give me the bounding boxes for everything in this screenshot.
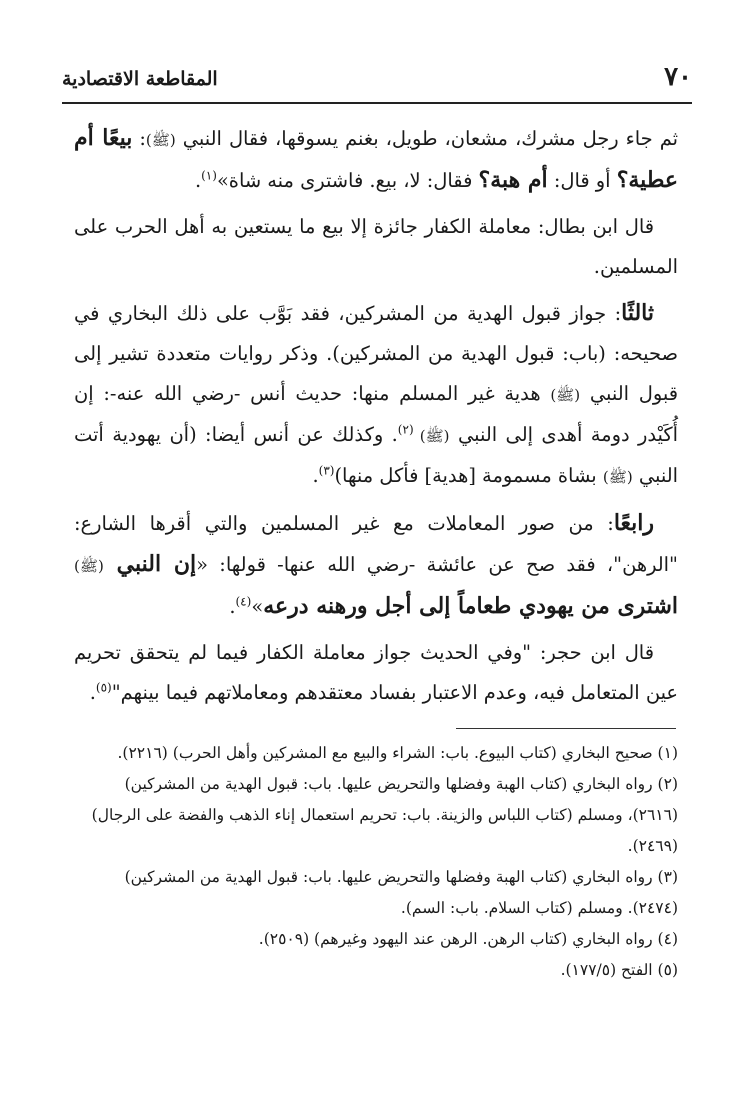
p3-lead: ثالثًا <box>621 300 654 326</box>
footnote-label: (٤) <box>657 930 678 948</box>
p3-text-1: : جواز قبول الهدية من المشركين، فقد بَوَّب على ذلك البخاري في صحيحه: (باب: قبول الهدية من المشركين). وذكر روايات متعددة تشير إلى قبول النبي <box>74 302 679 405</box>
salutation-mark: (ﷺ) <box>419 427 450 445</box>
footnote-text: رواه البخاري (كتاب الهبة وفضلها والتحريض عليها. باب: قبول الهدية من المشركين) (٢٤٧٤). ومسلم (كتاب السلام. باب: السم). <box>124 868 678 917</box>
paragraph-4 <box>74 503 678 627</box>
footnote-ref-5[interactable]: (٥) <box>95 680 112 695</box>
footnote-label: (٥) <box>657 961 678 979</box>
salutation-mark: (ﷺ) <box>74 557 104 575</box>
footnotes <box>74 738 678 986</box>
running-title: المقاطعة الاقتصادية <box>62 68 218 90</box>
footnote-4 <box>74 924 678 955</box>
footnote-1 <box>74 738 678 769</box>
page-number: ٧٠ <box>664 62 692 92</box>
footnote-text: الفتح (١٧٧/٥). <box>560 961 653 979</box>
salutation-mark: (ﷺ) <box>145 131 176 149</box>
footnote-ref-2[interactable]: (٢) <box>397 422 420 437</box>
footnote-label: (١) <box>657 744 678 762</box>
footnote-3 <box>74 862 678 924</box>
p1-text-3: أو قال: <box>547 169 617 192</box>
main-text <box>74 118 678 719</box>
footnote-ref-4[interactable]: (٤) <box>235 594 252 609</box>
footnote-text: صحيح البخاري (كتاب البيوع. باب: الشراء والبيع مع المشركين وأهل الحرب) (٢٢١٦). <box>117 744 653 762</box>
footnote-label: (٢) <box>657 775 678 793</box>
p1-text-2: : <box>132 127 146 150</box>
paragraph-2: قال ابن بطال: معاملة الكفار جائزة إلا بيع ما يستعين به أهل الحرب على المسلمين. <box>74 215 678 278</box>
footnote-label: (٣) <box>657 868 678 886</box>
paragraph-3 <box>74 293 678 497</box>
p3-text-4: بشاة مسمومة [هدية] فأكل منها) <box>334 464 603 487</box>
p1-text-1: ثم جاء رجل مشرك، مشعان، طويل، بغنم يسوقها، فقال النبي <box>175 127 678 150</box>
p3-text-5: . <box>312 464 319 487</box>
page-header <box>62 62 692 104</box>
footnote-ref-1[interactable]: (١) <box>201 168 217 183</box>
p1-text-4: فقال: لا، بيع. فاشترى منه شاة» <box>216 169 479 192</box>
p4-text-3: . <box>229 595 236 618</box>
footnote-divider <box>456 728 676 729</box>
p4-text-1: : من صور المعاملات مع غير المسلمين والتي أقرها الشارع: "الرهن"، فقد صح عن عائشة -رضي الله عنها- قولها: « <box>74 512 678 576</box>
p4-bold-1: إن النبي <box>103 551 197 577</box>
footnote-2 <box>74 769 678 862</box>
p1-text-5: . <box>194 169 202 192</box>
p3-text-2: هدية غير المسلم منها: حديث أنس -رضي الله عنه-: إن أُكَيْدر دومة أهدى إلى النبي <box>74 382 679 446</box>
footnote-5 <box>74 955 678 986</box>
salutation-mark: (ﷺ) <box>602 468 633 486</box>
salutation-mark: (ﷺ) <box>550 386 581 404</box>
p5-text-2: . <box>89 681 96 704</box>
paragraph-1 <box>74 118 678 201</box>
p1-bold-1: بيعًا أم عطية؟ <box>74 125 678 193</box>
paragraph-5 <box>74 633 678 713</box>
p4-text-2: » <box>251 595 264 618</box>
p4-lead: رابعًا <box>613 510 654 536</box>
footnote-text: رواه البخاري (كتاب الرهن. الرهن عند اليهود وغيرهم) (٢٥٠٩). <box>258 930 653 948</box>
p3-text-3: . وكذلك عن أنس أيضا: (أن يهودية أتت النبي <box>74 423 678 487</box>
p1-bold-2: أم هبة؟ <box>478 167 548 193</box>
p4-bold-2: اشترى من يهودي طعاماً إلى أجل ورهنه درعه <box>263 593 678 619</box>
footnote-text: رواه البخاري (كتاب الهبة وفضلها والتحريض عليها. باب: قبول الهدية من المشركين) (٢٦١٦)، ومسلم (كتاب اللباس والزينة. باب: تحريم استعمال إناء الذهب والفضة على الرجال) (٢٤٦٩). <box>91 775 678 855</box>
footnote-ref-3[interactable]: (٣) <box>318 463 335 478</box>
p5-text-1: قال ابن حجر: "وفي الحديث جواز معاملة الكفار فيما لم يتحقق تحريم عين المتعامل فيه، وعدم الاعتبار بفساد معتقدهم ومعاملاتهم فيما بينهم" <box>74 641 678 704</box>
